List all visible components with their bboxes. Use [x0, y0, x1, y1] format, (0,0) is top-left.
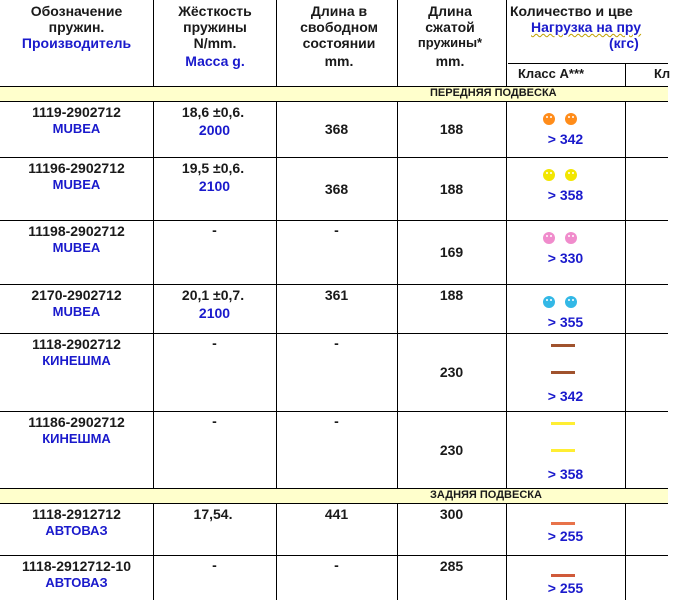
header-text: свободном [300, 19, 378, 35]
header-text: Жёсткость [178, 3, 252, 19]
header-text: пружины* [417, 35, 483, 50]
free-length-value: 441 [324, 506, 349, 522]
load-value: > 342 [547, 388, 584, 404]
compressed-length-value: 230 [439, 441, 464, 458]
smiley-dot-icon [543, 113, 555, 125]
grid-line [397, 0, 398, 87]
header-text: Количество и цве [510, 3, 633, 19]
color-marker-dots [543, 296, 577, 308]
smiley-dot-icon [565, 169, 577, 181]
header-text: состоянии [302, 35, 376, 51]
grid-line [153, 0, 154, 87]
col-header-stiffness [160, 3, 270, 69]
free-length-value: 368 [324, 121, 349, 137]
grid-line [0, 503, 668, 504]
color-marker-dots [543, 169, 577, 181]
stiffness-value: - [212, 335, 217, 351]
section-label: ПЕРЕДНЯЯ ПОДВЕСКА [430, 87, 557, 99]
header-text: Производитель [21, 35, 132, 51]
free-length-value: - [334, 557, 339, 573]
col-subheader-class-a: Класс А*** [518, 66, 585, 81]
color-marker-bar [551, 422, 575, 425]
header-text: (кгс) [609, 35, 639, 51]
header-text: Нагрузка на пру [531, 19, 642, 35]
free-length-value: - [334, 335, 339, 351]
spring-code: 11186-2902712 [28, 414, 125, 430]
stiffness-value: 17,54. [193, 506, 233, 522]
stiffness-value: 19,5 ±0,6. [181, 160, 245, 176]
free-length-value: - [334, 413, 339, 429]
smiley-dot-icon [543, 232, 555, 244]
col-header-free-length [283, 3, 395, 69]
color-marker-dots [543, 232, 577, 244]
col-header-designation [4, 3, 149, 51]
mass-value: 2000 [198, 122, 231, 138]
grid-line [0, 411, 668, 412]
smiley-dot-icon [565, 113, 577, 125]
load-value: > 358 [547, 187, 584, 203]
section-label: ЗАДНЯЯ ПОДВЕСКА [430, 489, 542, 501]
grid-line [153, 101, 154, 488]
manufacturer: MUBEA [52, 304, 101, 319]
header-text: Длина [428, 3, 472, 19]
free-length-value: 361 [324, 287, 349, 303]
grid-line [625, 63, 626, 87]
grid-line [276, 0, 277, 87]
compressed-length-value: 300 [439, 506, 464, 522]
grid-line [0, 101, 668, 102]
color-marker-bar [551, 449, 575, 452]
grid-line [0, 333, 668, 334]
manufacturer: MUBEA [52, 177, 101, 192]
color-marker-dots [543, 113, 577, 125]
mass-value: 2100 [198, 305, 231, 321]
compressed-length-value: 285 [439, 558, 464, 574]
compressed-length-value: 188 [439, 287, 464, 303]
spring-code: 1119-2902712 [32, 104, 121, 120]
header-text: N/mm. [193, 35, 237, 51]
col-header-load [510, 3, 670, 51]
color-marker-bar [551, 522, 575, 525]
manufacturer: КИНЕШМА [42, 431, 111, 446]
manufacturer: MUBEA [52, 240, 101, 255]
stiffness-value: 18,6 ±0,6. [181, 104, 245, 120]
compressed-length-value: 188 [439, 180, 464, 197]
grid-line [397, 101, 398, 488]
header-text: Длина в [310, 3, 368, 19]
grid-line [0, 157, 668, 158]
stiffness-value: - [212, 557, 217, 573]
manufacturer: АВТОВАЗ [45, 523, 108, 538]
smiley-dot-icon [565, 232, 577, 244]
section-rear-suspension [0, 488, 668, 503]
spring-code: 1118-2912712-10 [22, 558, 131, 574]
load-value: > 358 [547, 466, 584, 482]
header-text: сжатой [425, 19, 475, 35]
free-length-value: 368 [324, 180, 349, 197]
spring-code: 1118-2912712 [32, 506, 121, 522]
header-text: mm. [324, 53, 354, 69]
grid-line [506, 503, 507, 600]
spring-code: 1118-2902712 [32, 336, 121, 352]
header-text: пружин. [48, 19, 105, 35]
color-marker-bar [551, 344, 575, 347]
grid-line [506, 101, 507, 488]
grid-line [0, 555, 668, 556]
header-text: пружины [183, 19, 247, 35]
free-length-value: - [334, 222, 339, 238]
compressed-length-value: 230 [439, 364, 464, 380]
grid-line [0, 86, 668, 87]
col-subheader-class-b: Кл [654, 66, 671, 81]
col-header-compressed-length [400, 3, 500, 69]
header-text: Масса g. [185, 53, 245, 69]
color-marker-bar [551, 574, 575, 577]
manufacturer: АВТОВАЗ [45, 575, 108, 590]
grid-line [625, 101, 626, 488]
stiffness-value: - [212, 222, 217, 238]
load-value: > 355 [547, 314, 584, 330]
load-value: > 330 [547, 250, 584, 266]
grid-line [276, 503, 277, 600]
spring-code: 11196-2902712 [28, 160, 125, 176]
color-marker-bar [551, 371, 575, 374]
load-value: > 342 [547, 131, 584, 147]
grid-line [153, 503, 154, 600]
grid-line [0, 488, 668, 489]
manufacturer: MUBEA [52, 121, 101, 136]
grid-line [276, 101, 277, 488]
grid-line [508, 63, 668, 64]
spring-code: 2170-2902712 [31, 287, 122, 303]
grid-line [0, 220, 668, 221]
mass-value: 2100 [198, 178, 231, 194]
grid-line [625, 503, 626, 600]
stiffness-value: 20,1 ±0,7. [181, 287, 245, 303]
grid-line [397, 503, 398, 600]
compressed-length-value: 169 [439, 244, 464, 260]
stiffness-value: - [212, 413, 217, 429]
grid-line [506, 0, 507, 87]
header-text: mm. [435, 53, 465, 69]
smiley-dot-icon [565, 296, 577, 308]
section-front-suspension [0, 86, 668, 101]
smiley-dot-icon [543, 296, 555, 308]
smiley-dot-icon [543, 169, 555, 181]
header-text: Обозначение [30, 3, 123, 19]
load-value: > 255 [547, 580, 584, 596]
manufacturer: КИНЕШМА [42, 353, 111, 368]
spring-code: 11198-2902712 [28, 223, 125, 239]
load-value: > 255 [547, 528, 584, 544]
grid-line [0, 284, 668, 285]
compressed-length-value: 188 [439, 121, 464, 137]
